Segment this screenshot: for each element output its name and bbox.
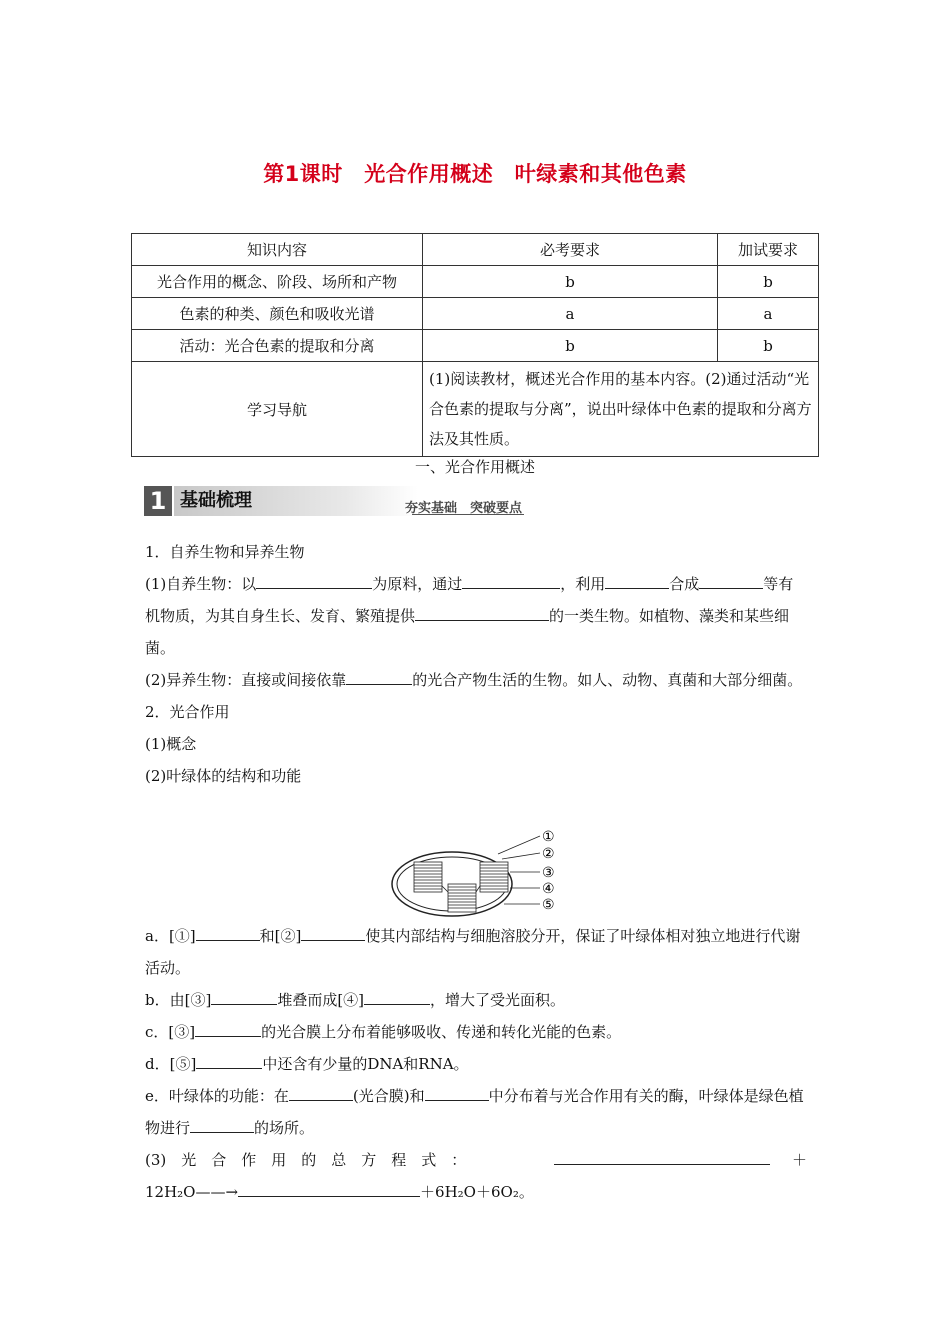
banner-label: 基础梳理 xyxy=(174,486,418,516)
nav-label: 学习导航 xyxy=(132,362,423,457)
text: 使其内部结构与细胞溶胶分开，保证了叶绿体相对独立地进行代谢活动。 xyxy=(145,927,801,977)
nav-text: (1)阅读教材，概述光合作用的基本内容。(2)通过活动“光合色素的提取与分离”，说出叶绿体中色素的提取和分离方法及其性质。 xyxy=(423,362,819,457)
table-header: 加试要求 xyxy=(718,234,819,266)
fill-blank[interactable] xyxy=(195,1018,261,1037)
fill-blank[interactable] xyxy=(238,1178,420,1197)
table-cell: a xyxy=(423,298,718,330)
text: (3) 光 合 作 用 的 总 方 程 式 ： xyxy=(145,1151,467,1169)
granum-left xyxy=(414,862,442,892)
label-1: ① xyxy=(542,829,555,845)
heading-1: 1．自养生物和异养生物 xyxy=(145,543,305,561)
table-cell: b xyxy=(423,330,718,362)
item-b xyxy=(145,984,807,1016)
granum-right xyxy=(480,862,508,892)
text: d．[⑤] xyxy=(145,1055,197,1073)
text: 为原料，通过 xyxy=(372,575,463,593)
text: (1)自养生物：以 xyxy=(145,575,257,593)
fill-blank[interactable] xyxy=(211,986,277,1005)
table-cell: 活动：光合色素的提取和分离 xyxy=(132,330,423,362)
fill-blank[interactable] xyxy=(301,922,365,941)
table-cell: a xyxy=(718,298,819,330)
text: 的光合膜上分布着能够吸收、传递和转化光能的色素。 xyxy=(261,1023,622,1041)
table-cell: b xyxy=(718,266,819,298)
fill-blank[interactable] xyxy=(196,922,260,941)
text: 的场所。 xyxy=(254,1119,315,1137)
table-header-row xyxy=(132,234,819,266)
equation-blank-group xyxy=(554,1144,807,1176)
chloroplast-diagram xyxy=(390,826,570,918)
item-e xyxy=(145,1080,807,1144)
equation-line-2 xyxy=(145,1176,807,1208)
item-d xyxy=(145,1048,807,1080)
text: c．[③] xyxy=(145,1023,196,1041)
fill-blank[interactable] xyxy=(605,570,669,589)
text: ＋ xyxy=(791,1151,807,1169)
text: e．叶绿体的功能：在 xyxy=(145,1087,289,1105)
text: b．由[③] xyxy=(145,991,212,1009)
subheading-chloroplast: (2)叶绿体的结构和功能 xyxy=(145,767,302,785)
text: (光合膜)和 xyxy=(352,1087,425,1105)
item-a xyxy=(145,920,807,984)
fill-blank[interactable] xyxy=(425,1082,489,1101)
fill-blank[interactable] xyxy=(190,1114,254,1133)
label-3: ③ xyxy=(542,865,555,881)
table-cell: b xyxy=(718,330,819,362)
text: a．[①] xyxy=(145,927,196,945)
text: 的一类生物。如植物、藻类和某些细菌。 xyxy=(145,607,790,657)
banner-number: 1 xyxy=(144,486,172,516)
text: 合成 xyxy=(669,575,700,593)
fill-blank[interactable] xyxy=(256,570,372,589)
table-row xyxy=(132,298,819,330)
heading-2: 2．光合作用 xyxy=(145,703,230,721)
table-header: 必考要求 xyxy=(423,234,718,266)
table-cell: 色素的种类、颜色和吸收光谱 xyxy=(132,298,423,330)
fill-blank[interactable] xyxy=(346,666,412,685)
label-5: ⑤ xyxy=(542,897,555,913)
text: 堆叠而成[④] xyxy=(277,991,365,1009)
table-header: 知识内容 xyxy=(132,234,423,266)
label-2: ② xyxy=(542,846,555,862)
paragraph-heterotroph xyxy=(145,664,807,696)
paragraph-autotroph xyxy=(145,568,807,664)
banner-subtitle: 夯实基础 突破要点 xyxy=(404,501,522,516)
page-title: 第1课时 光合作用概述 叶绿素和其他色素 xyxy=(263,162,687,186)
fill-blank[interactable] xyxy=(364,986,430,1005)
section-title: 一、光合作用概述 xyxy=(414,458,535,476)
table-cell: 光合作用的概念、阶段、场所和产物 xyxy=(132,266,423,298)
text: ＋6H₂O＋6O₂。 xyxy=(420,1183,534,1201)
fill-blank[interactable] xyxy=(196,1050,262,1069)
text: (2)异养生物：直接或间接依靠 xyxy=(145,671,347,689)
text: 等有机物质，为其自身生长、发育、繁殖提供 xyxy=(145,575,794,625)
granum-middle xyxy=(448,884,476,912)
table-cell: b xyxy=(423,266,718,298)
fill-blank[interactable] xyxy=(289,1082,353,1101)
text: ，利用 xyxy=(560,575,606,593)
table-row xyxy=(132,266,819,298)
text: 的光合产物生活的生物。如人、动物、真菌和大部分细菌。 xyxy=(412,671,803,689)
fill-blank[interactable] xyxy=(699,570,763,589)
fill-blank[interactable] xyxy=(462,570,560,589)
text: 和[②] xyxy=(259,927,302,945)
fill-blank[interactable] xyxy=(554,1146,770,1165)
subheading-concept: (1)概念 xyxy=(145,735,197,753)
requirements-table xyxy=(131,233,819,457)
text: 中分布着与光合作用有关的酶，叶绿体是绿色植物进行 xyxy=(145,1087,804,1137)
item-c xyxy=(145,1016,807,1048)
text: ，增大了受光面积。 xyxy=(430,991,566,1009)
table-row xyxy=(132,330,819,362)
equation-line-1 xyxy=(145,1144,807,1176)
fill-blank[interactable] xyxy=(415,602,549,621)
label-4: ④ xyxy=(542,881,555,897)
text: 12H₂O——→ xyxy=(145,1183,239,1201)
text: 中还含有少量的DNA和RNA。 xyxy=(262,1055,469,1073)
table-row-nav xyxy=(132,362,819,457)
section-banner xyxy=(144,486,524,516)
